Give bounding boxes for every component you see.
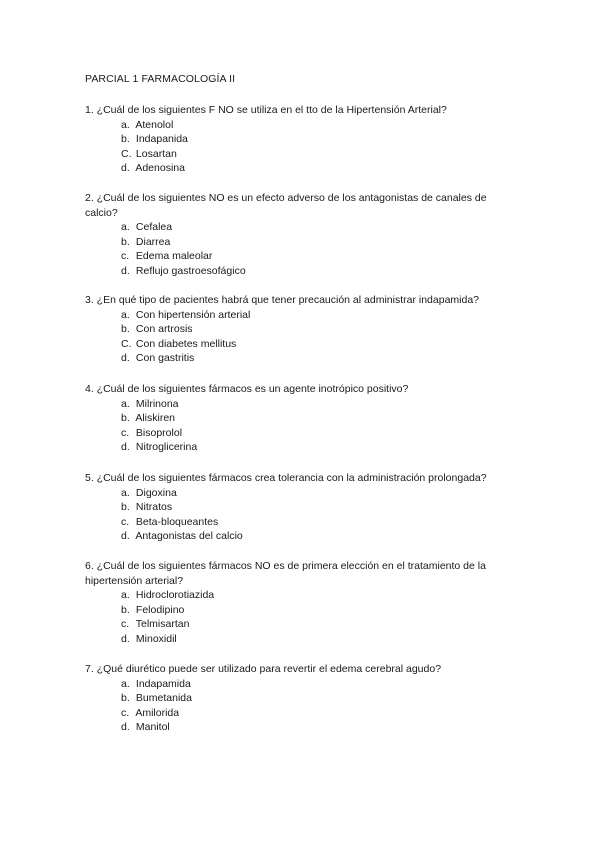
option-item [121, 440, 510, 455]
option-letter: a. [121, 118, 130, 131]
option-item [121, 308, 510, 323]
question-text: 2. ¿Cuál de los siguientes NO es un efecto adverso de los antagonistas de canales de calcio? [85, 192, 487, 219]
option-letter: d. [121, 721, 130, 734]
option-text: Felodipino [135, 603, 185, 616]
option-text: Bisoprolol [135, 426, 183, 439]
option-letter: b. [121, 235, 130, 248]
option-text: Indapamida [135, 677, 191, 690]
option-item [121, 147, 510, 162]
option-letter: b. [121, 603, 130, 616]
option-item [121, 351, 510, 366]
question-5 [85, 471, 510, 544]
option-item [121, 515, 510, 530]
option-item [121, 529, 510, 544]
option-letter: c. [121, 250, 130, 263]
option-item [121, 632, 510, 647]
option-item [121, 132, 510, 147]
option-item [121, 720, 510, 735]
option-text: Adenosina [135, 162, 185, 175]
option-text: Aliskiren [135, 412, 176, 425]
question-text: 4. ¿Cuál de los siguientes fármacos es un agente inotrópico positivo? [85, 383, 409, 395]
option-text: Con gastritis [135, 352, 195, 365]
question-text: 6. ¿Cuál de los siguientes fármacos NO es de primera elección en el tratamiento de la hipertensión arterial? [85, 560, 486, 587]
question-1 [85, 103, 510, 176]
option-item [121, 486, 510, 501]
option-item [121, 397, 510, 412]
option-letter: c. [121, 515, 130, 528]
option-item [121, 426, 510, 441]
option-letter: b. [121, 501, 130, 514]
option-text: Amilorida [135, 706, 180, 719]
option-letter: a. [121, 397, 130, 410]
option-list [121, 677, 510, 735]
option-text: Con diabetes mellitus [135, 337, 237, 350]
option-item [121, 322, 510, 337]
option-item [121, 588, 510, 603]
question-4 [85, 382, 510, 455]
option-text: Con hipertensión arterial [135, 308, 251, 321]
option-letter: a. [121, 486, 130, 499]
option-letter: b. [121, 412, 130, 425]
option-text: Reflujo gastroesofágico [135, 264, 246, 277]
option-letter: d. [121, 264, 130, 277]
option-text: Antagonistas del calcio [135, 530, 243, 543]
page-title: PARCIAL 1 FARMACOLOGÍA II [85, 73, 236, 85]
option-letter: d. [121, 352, 130, 365]
option-item [121, 603, 510, 618]
option-letter: a. [121, 308, 130, 321]
option-letter: d. [121, 162, 130, 175]
option-text: Minoxidil [135, 632, 177, 645]
option-text: Beta-bloqueantes [135, 515, 219, 528]
option-letter: C. [121, 337, 132, 350]
option-item [121, 118, 510, 133]
option-item [121, 411, 510, 426]
question-6 [85, 559, 510, 647]
option-item [121, 220, 510, 235]
option-text: Hidroclorotiazida [135, 589, 215, 602]
option-text: Edema maleolar [135, 250, 213, 263]
option-letter: c. [121, 706, 130, 719]
option-letter: a. [121, 221, 130, 234]
option-text: Telmisartan [135, 618, 190, 631]
option-letter: b. [121, 323, 130, 336]
option-text: Bumetanida [135, 692, 192, 705]
option-text: Con artrosis [135, 323, 193, 336]
option-letter: d. [121, 632, 130, 645]
option-item [121, 677, 510, 692]
option-text: Indapanida [135, 133, 188, 146]
option-list [121, 308, 510, 366]
option-text: Manitol [135, 721, 170, 734]
option-item [121, 691, 510, 706]
question-text: 5. ¿Cuál de los siguientes fármacos crea tolerancia con la administración prolongada? [85, 472, 487, 484]
option-list [121, 588, 510, 646]
question-text: 1. ¿Cuál de los siguientes F NO se utiliza en el tto de la Hipertensión Arterial? [85, 104, 447, 116]
option-item [121, 249, 510, 264]
question-3 [85, 293, 510, 366]
question-2 [85, 191, 510, 279]
option-text: Digoxina [135, 486, 177, 499]
option-letter: c. [121, 426, 130, 439]
option-item [121, 337, 510, 352]
option-item [121, 617, 510, 632]
option-letter: a. [121, 677, 130, 690]
option-text: Diarrea [135, 235, 171, 248]
option-item [121, 264, 510, 279]
option-text: Milrinona [135, 397, 179, 410]
option-text: Cefalea [135, 221, 173, 234]
option-letter: d. [121, 530, 130, 543]
option-text: Atenolol [135, 118, 174, 131]
option-item [121, 235, 510, 250]
option-list [121, 397, 510, 455]
option-text: Losartan [135, 147, 177, 160]
option-letter: c. [121, 618, 130, 631]
option-list [121, 220, 510, 278]
option-letter: b. [121, 692, 130, 705]
option-list [121, 118, 510, 176]
option-letter: a. [121, 589, 130, 602]
option-item [121, 706, 510, 721]
option-letter: d. [121, 441, 130, 454]
question-7 [85, 662, 510, 735]
question-text: 3. ¿En qué tipo de pacientes habrá que tener precaución al administrar indapamida? [85, 294, 480, 306]
option-item [121, 161, 510, 176]
option-text: Nitroglicerina [135, 441, 198, 454]
option-item [121, 500, 510, 515]
option-letter: b. [121, 133, 130, 146]
option-list [121, 486, 510, 544]
option-text: Nitratos [135, 501, 173, 514]
option-letter: C. [121, 147, 132, 160]
question-text: 7. ¿Qué diurético puede ser utilizado para revertir el edema cerebral agudo? [85, 663, 442, 675]
